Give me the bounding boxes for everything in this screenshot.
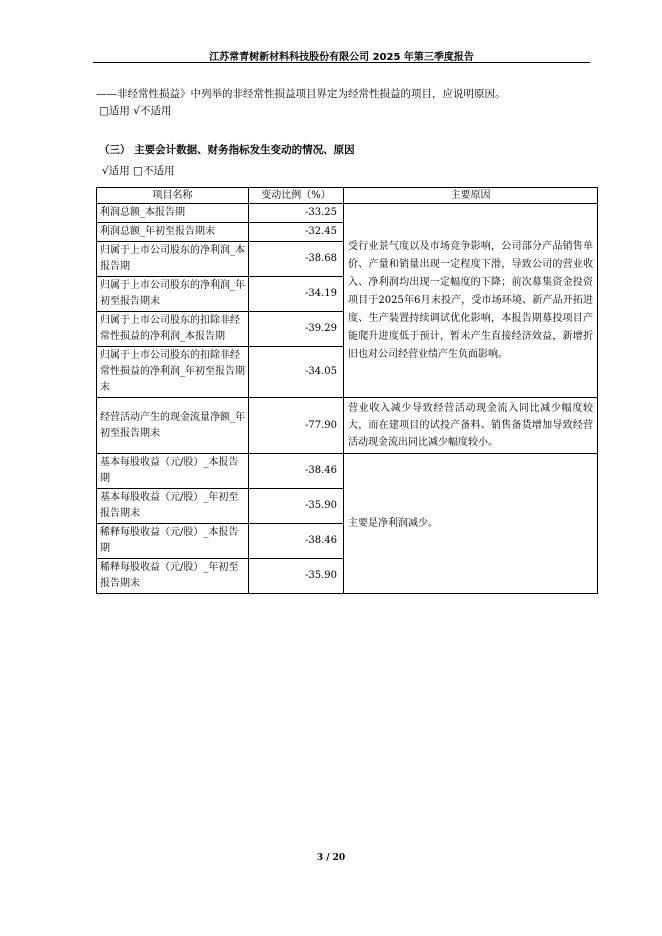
table-header-row [97, 188, 598, 204]
row-change-ratio: -38.68 [249, 242, 344, 277]
table-row [97, 454, 598, 489]
header-change-ratio: 变动比例（%） [249, 188, 344, 204]
row-change-ratio: -35.90 [249, 489, 344, 524]
header-main-reason: 主要原因 [344, 188, 598, 204]
table-row [97, 204, 598, 223]
row-item-name: 归属于上市公司股东的净利润_本报告期 [97, 242, 249, 277]
row-item-name: 经营活动产生的现金流量净额_年初至报告期末 [97, 398, 249, 454]
row-change-ratio: -35.90 [249, 559, 344, 594]
row-change-ratio: -39.29 [249, 312, 344, 347]
reason-cashflow: 营业收入减少导致经营活动现金流入同比减少幅度较大，而在建项目的试投产备料、销售备货增加导致经营活动现金流出同比减少幅度较小。 [344, 398, 598, 454]
reason-profit: 受行业景气度以及市场竞争影响，公司部分产品销售单价、产量和销量出现一定程度下滑，导致公司的营业收入、净利润均出现一定幅度的下降；前次募集资金投资项目于2025年6月末投产，受市场环境、新产品开拓进度、生产装置持续调试优化影响，本报告期募投项目产能爬升进度低于预计，暂未产生直接经济效益，新增折旧也对公司经营业绩产生负面影响。 [344, 204, 598, 398]
intro-applicability-options: □适用 √不适用 [99, 105, 172, 117]
row-item-name: 归属于上市公司股东的扣除非经常性损益的净利润_本报告期 [97, 312, 249, 347]
header-item-name: 项目名称 [97, 188, 249, 204]
row-item-name: 基本每股收益（元/股）_年初至报告期末 [97, 489, 249, 524]
row-item-name: 利润总额_本报告期 [97, 204, 249, 223]
section-heading: （三） 主要会计数据、财务指标发生变动的情况、原因 [99, 144, 355, 156]
table-row [97, 398, 598, 454]
header-divider [93, 62, 590, 63]
row-item-name: 利润总额_年初至报告期末 [97, 223, 249, 242]
row-change-ratio: -38.46 [249, 454, 344, 489]
page-number: 3 / 20 [316, 853, 346, 863]
row-change-ratio: -34.05 [249, 347, 344, 398]
intro-text: ——非经常性损益》中列举的非经常性损益项目界定为经常性损益的项目，应说明原因。 [96, 88, 506, 100]
row-change-ratio: -32.45 [249, 223, 344, 242]
row-item-name: 稀释每股收益（元/股）_本报告期 [97, 524, 249, 559]
section-applicability-options: √适用 □不适用 [102, 165, 175, 177]
page-header-title: 江苏常青树新材料科技股份有限公司 2025 年第三季度报告 [209, 52, 474, 63]
row-item-name: 稀释每股收益（元/股）_年初至报告期末 [97, 559, 249, 594]
row-item-name: 归属于上市公司股东的扣除非经常性损益的净利润_年初至报告期末 [97, 347, 249, 398]
row-change-ratio: -77.90 [249, 398, 344, 454]
row-change-ratio: -38.46 [249, 524, 344, 559]
row-change-ratio: -33.25 [249, 204, 344, 223]
row-item-name: 归属于上市公司股东的净利润_年初至报告期末 [97, 277, 249, 312]
row-change-ratio: -34.19 [249, 277, 344, 312]
change-reasons-table [96, 187, 598, 594]
reason-eps: 主要是净利润减少。 [344, 454, 598, 594]
row-item-name: 基本每股收益（元/股）_本报告期 [97, 454, 249, 489]
